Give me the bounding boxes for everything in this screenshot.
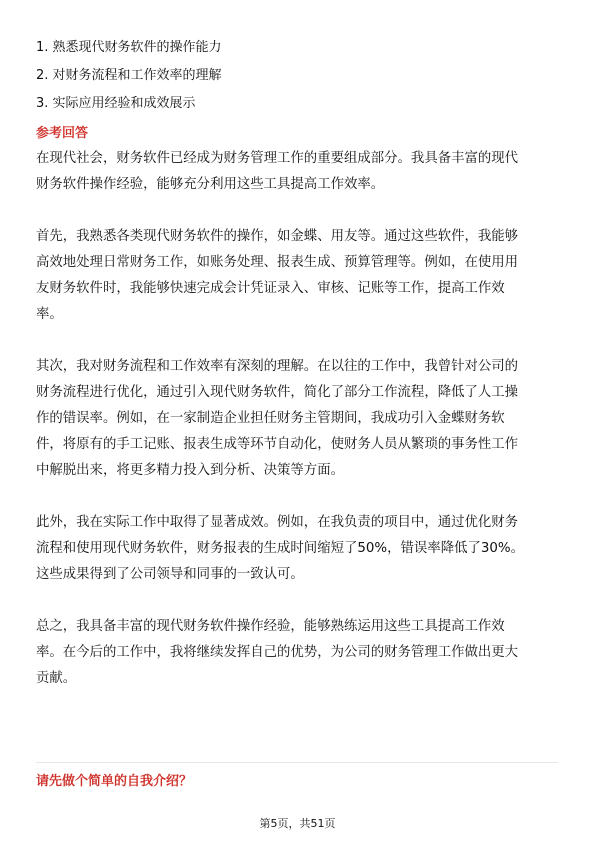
question-points-list: [36, 34, 222, 118]
text-line: 其次，我对财务流程和工作效率有深刻的理解。在以往的工作中，我曾针对公司的: [36, 359, 519, 374]
page-number-footer: 第5页，共51页: [259, 817, 336, 830]
answer-paragraph: [36, 354, 564, 484]
text-line: 中解脱出来，将更多精力投入到分析、决策等方面。: [36, 463, 344, 478]
text-line: 率。: [36, 307, 63, 322]
answer-paragraph: [36, 146, 564, 198]
text-line: 友财务软件时，我能够快速完成会计凭证录入、审核、记账等工作，提高工作效: [36, 281, 505, 296]
list-item: 3. 实际应用经验和成效展示: [36, 96, 196, 111]
text-line: 件，将原有的手工记账、报表生成等环节自动化，使财务人员从繁琐的事务性工作: [36, 437, 519, 452]
text-line: 作的错误率。例如，在一家制造企业担任财务主管期间，我成功引入金蝶财务软: [36, 411, 505, 426]
section-divider: [36, 762, 558, 763]
text-line: 贡献。: [36, 671, 77, 686]
answer-paragraph: [36, 224, 564, 328]
reference-answer-heading: 参考回答: [36, 126, 89, 141]
text-line: 流程和使用现代财务软件，财务报表的生成时间缩短了50%，错误率降低了30%。: [36, 541, 525, 556]
text-line: 此外，我在实际工作中取得了显著成效。例如，在我负责的项目中，通过优化财务: [36, 515, 519, 530]
next-question-heading: 请先做个简单的自我介绍？: [36, 774, 193, 789]
answer-paragraph: [36, 510, 564, 588]
text-line: 财务软件操作经验，能够充分利用这些工具提高工作效率。: [36, 177, 385, 192]
answer-paragraph: [36, 614, 564, 692]
text-line: 在现代社会，财务软件已经成为财务管理工作的重要组成部分。我具备丰富的现代: [36, 151, 519, 166]
text-line: 首先，我熟悉各类现代财务软件的操作，如金蝶、用友等。通过这些软件，我能够: [36, 229, 519, 244]
text-line: 率。在今后的工作中，我将继续发挥自己的优势，为公司的财务管理工作做出更大: [36, 645, 519, 660]
text-line: 总之，我具备丰富的现代财务软件操作经验，能够熟练运用这些工具提高工作效: [36, 619, 505, 634]
text-line: 这些成果得到了公司领导和同事的一致认可。: [36, 567, 304, 582]
answer-body: [36, 146, 564, 718]
text-line: 高效地处理日常财务工作，如账务处理、报表生成、预算管理等。例如，在使用用: [36, 255, 519, 270]
text-line: 财务流程进行优化，通过引入现代财务软件，简化了部分工作流程，降低了人工操: [36, 385, 519, 400]
list-item: 2. 对财务流程和工作效率的理解: [36, 68, 222, 83]
list-item: 1. 熟悉现代财务软件的操作能力: [36, 40, 222, 55]
